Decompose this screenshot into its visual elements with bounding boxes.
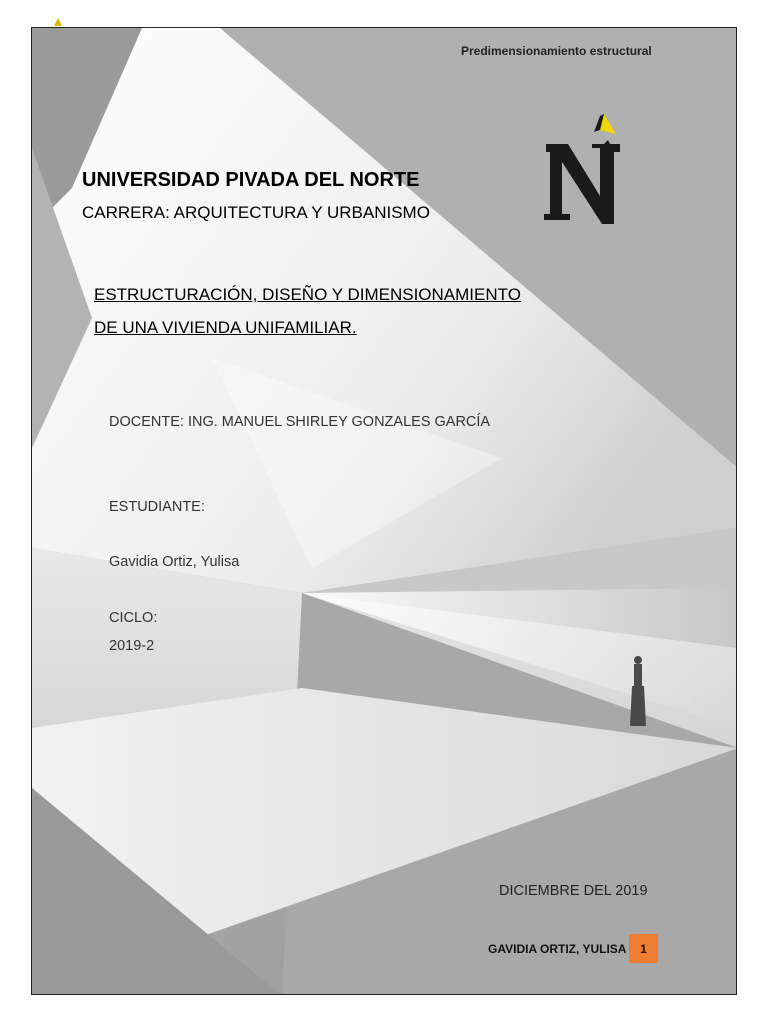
career-name: CARRERA: ARQUITECTURA Y URBANISMO: [82, 203, 430, 222]
footer-author: GAVIDIA ORTIZ, YULISA: [488, 942, 627, 956]
university-name: UNIVERSIDAD PIVADA DEL NORTE: [82, 169, 420, 191]
student-label: ESTUDIANTE:: [109, 499, 205, 515]
cover-page: [31, 27, 737, 995]
page-number-badge: 1: [629, 934, 658, 963]
document-date: DICIEMBRE DEL 2019: [499, 883, 648, 899]
teacher-line: DOCENTE: ING. MANUEL SHIRLEY GONZALES GARCÍA: [109, 414, 491, 430]
university-logo-icon: [542, 112, 624, 224]
document-title-line-2: DE UNA VIVIENDA UNIFAMILIAR.: [94, 318, 357, 337]
cycle-value: 2019-2: [109, 638, 155, 654]
student-name: Gavidia Ortiz, Yulisa: [109, 554, 240, 570]
cycle-label: CICLO:: [109, 610, 158, 626]
marker-icon: [54, 18, 62, 26]
document-title-line-1: ESTRUCTURACIÓN, DISEÑO Y DIMENSIONAMIENTO: [94, 285, 521, 304]
running-header: Predimensionamiento estructural: [461, 44, 652, 58]
